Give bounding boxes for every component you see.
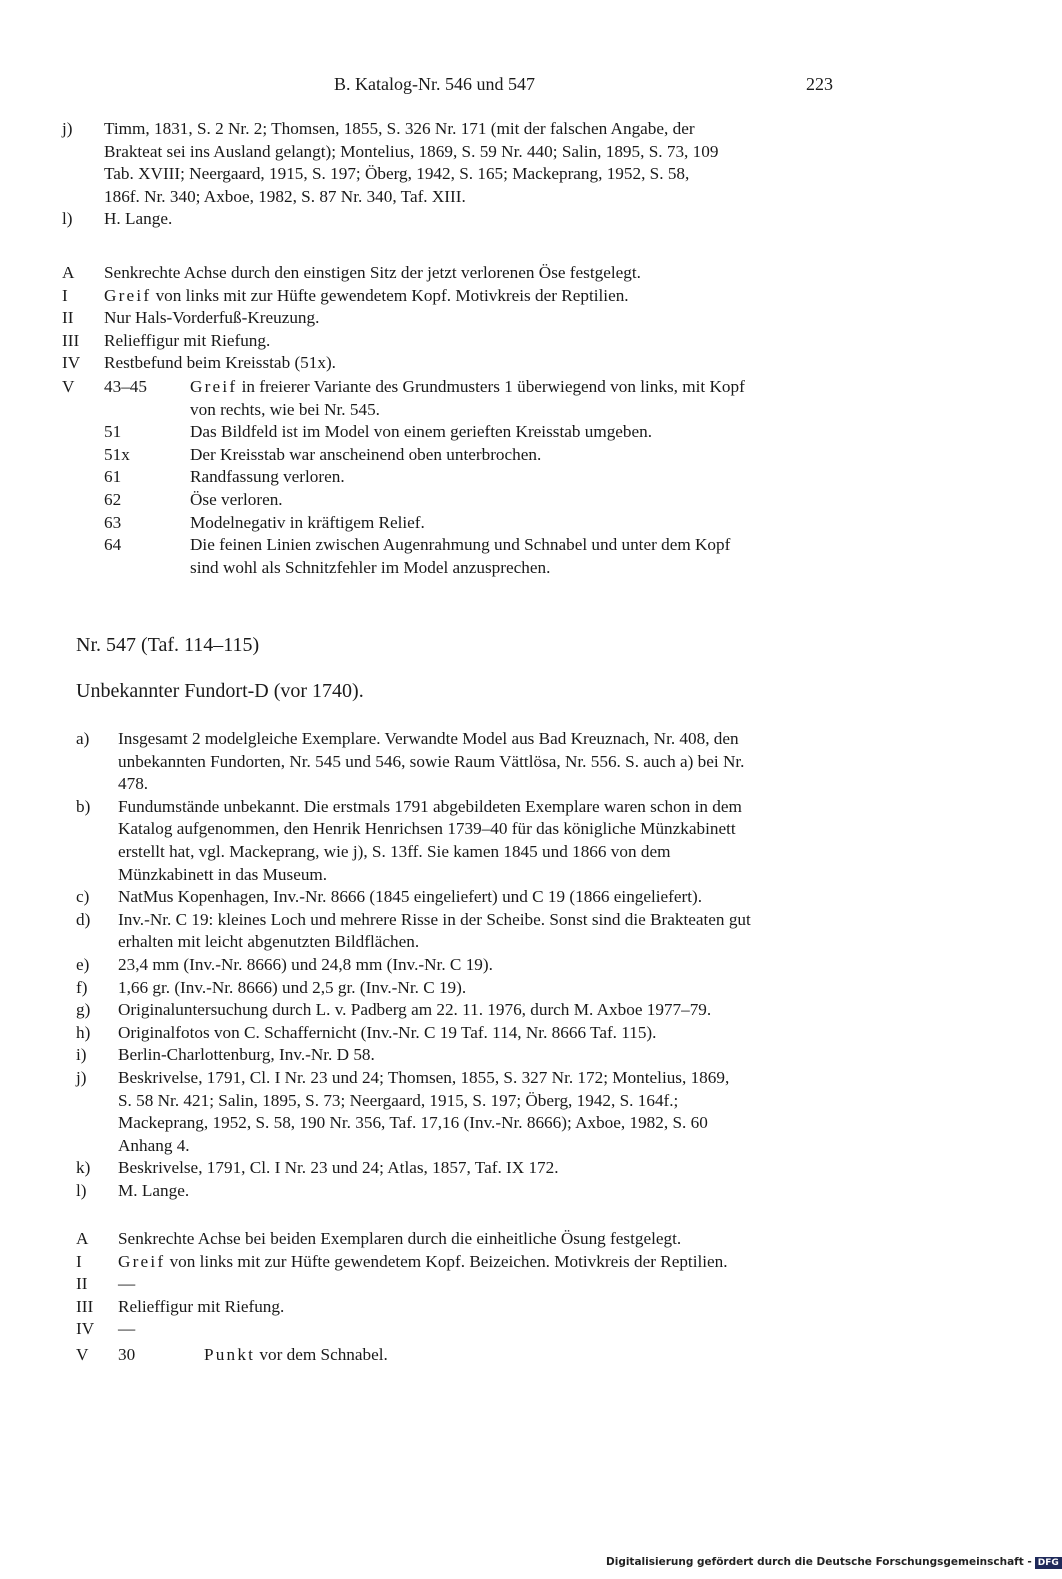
variant-line [62,489,842,512]
field-label [76,1112,118,1135]
variant-text: von rechts, wie bei Nr. 545. [190,399,380,419]
reference-line [76,1090,836,1113]
field-label [76,931,118,954]
variant-text: Randfassung verloren. [190,467,345,487]
variant-line [62,466,842,489]
variant-text: sind wohl als Schnitzfehler im Model anzusprechen. [190,557,551,577]
field-text: Timm, 1831, S. 2 Nr. 2; Thomsen, 1855, S. 326 Nr. 171 (mit der falschen Angabe, der [104,119,695,138]
reference-line [76,841,836,864]
description-label: III [76,1296,94,1316]
field-text: Fundumstände unbekannt. Die erstmals 1791 abgebildeten Exemplare waren schon in dem [118,796,742,816]
field-label: a) [76,729,90,748]
field-text: NatMus Kopenhagen, Inv.-Nr. 8666 (1845 eingeliefert) und C 19 (1866 eingeliefert). [118,887,703,907]
description-text: Greif von links mit zur Hüfte gewendetem Kopf. Beizeichen. Motivkreis der Reptilien. [118,1251,728,1271]
variant-code [104,399,190,422]
field-label [76,751,118,774]
variant-text: Die feinen Linien zwischen Augenrahmung und Schnabel und unter dem Kopf [190,535,731,555]
variant-line [62,399,842,422]
field-text: erhalten mit leicht abgenutzten Bildflächen. [118,932,420,952]
reference-line [76,818,836,841]
reference-line [76,886,836,909]
description-line [62,307,842,330]
variant-label [62,534,104,557]
field-text: unbekannten Fundorten, Nr. 545 und 546, sowie Raum Vättlösa, Nr. 556. S. auch a) bei Nr. [118,751,745,771]
variant-label: V [76,1345,89,1364]
variant-label [62,399,104,422]
spaced-term: Greif [190,377,238,396]
variant-line [62,444,842,467]
field-label: l) [62,209,73,229]
description-label: III [62,330,80,350]
reference-line [62,186,842,209]
reference-line [76,1157,836,1180]
reference-line [76,1022,836,1045]
variant-block-547 [76,1344,836,1367]
description-line [76,1273,836,1296]
description-line [76,1251,836,1274]
description-label: A [76,1229,89,1248]
entry-number-heading: Nr. 547 (Taf. 114–115) [76,634,260,656]
field-text: Mackeprang, 1952, S. 58, 190 Nr. 356, Taf. 17,16 (Inv.-Nr. 8666); Axboe, 1982, S. 60 [118,1113,708,1133]
field-label [62,141,104,164]
variant-text: Öse verloren. [190,489,283,509]
variant-text: Greif in freierer Variante des Grundmusters 1 überwiegend von links, mit Kopf [190,377,745,396]
reference-line [76,1135,836,1158]
reference-line [62,208,842,231]
field-text: Anhang 4. [118,1135,190,1155]
field-label: d) [76,909,91,929]
catalog-fields-547 [76,728,836,1202]
variant-line [62,421,842,444]
field-label: b) [76,796,91,816]
reference-line [76,977,836,1000]
field-text: Katalog aufgenommen, den Henrik Henrichsen 1739–40 für das königliche Münzkabinett [118,819,736,839]
running-header [0,74,1000,100]
variant-label [62,557,104,580]
field-text: 478. [118,774,149,794]
description-label: IV [62,353,81,373]
spaced-term: Greif [118,1251,166,1271]
description-block-546 [62,262,842,375]
field-text: Beskrivelse, 1791, Cl. I Nr. 23 und 24; Atlas, 1857, Taf. IX 172. [118,1158,559,1178]
field-text: Brakteat sei ins Ausland gelangt); Montelius, 1869, S. 59 Nr. 440; Salin, 1895, S. 73, 109 [104,141,719,161]
reference-line [76,1180,836,1203]
spaced-term: Greif [104,285,152,305]
dfg-logo: DFG [1035,1557,1062,1569]
reference-line [76,864,836,887]
field-text: Inv.-Nr. C 19: kleines Loch und mehrere Risse in der Scheibe. Sonst sind die Brakteaten gut [118,909,751,929]
description-line [76,1318,836,1341]
field-text: 186f. Nr. 340; Axboe, 1982, S. 87 Nr. 340, Taf. XIII. [104,186,466,206]
variant-line [62,534,842,557]
variant-code: 30 [118,1345,136,1364]
field-text: Tab. XVIII; Neergaard, 1915, S. 197; Öberg, 1942, S. 165; Mackeprang, 1952, S. 58, [104,164,690,184]
reference-line [76,773,836,796]
variant-line [76,1344,836,1367]
description-label: IV [76,1319,95,1339]
description-line [62,330,842,353]
field-label: k) [76,1158,91,1178]
variant-line [62,512,842,535]
description-line [62,352,842,375]
description-label: II [76,1274,88,1294]
variant-label: V [62,377,75,396]
reference-line [62,141,842,164]
field-label [62,163,104,186]
description-text: Senkrechte Achse bei beiden Exemplaren durch die einheitliche Ösung festgelegt. [118,1229,682,1248]
field-label: f) [76,977,88,997]
description-label: II [62,308,74,328]
field-label [76,1135,118,1158]
description-block-547 [76,1228,836,1341]
variant-text: Punkt vor dem Schnabel. [204,1345,388,1364]
reference-line [76,728,836,751]
reference-line [76,1112,836,1135]
description-line [76,1296,836,1319]
page-number: 223 [806,74,833,94]
field-text: M. Lange. [118,1180,190,1200]
field-label: e) [76,954,90,974]
reference-line [76,1067,836,1090]
field-label [76,1090,118,1113]
reference-line [62,118,842,141]
field-text: Münzkabinett in das Museum. [118,864,328,884]
field-label [76,773,118,796]
variant-line [62,376,842,399]
field-text: 23,4 mm (Inv.-Nr. 8666) und 24,8 mm (Inv.-Nr. C 19). [118,954,493,974]
description-label: I [76,1251,82,1271]
description-text: Greif von links mit zur Hüfte gewendetem Kopf. Motivkreis der Reptilien. [104,285,629,305]
field-label [76,864,118,887]
variant-code: 62 [104,489,122,509]
bibliography-block-546 [62,118,842,231]
entry-findspot-heading: Unbekannter Fundort-D (vor 1740). [76,680,364,702]
description-text: — [118,1319,136,1339]
field-text: Originalfotos von C. Schaffernicht (Inv.-Nr. C 19 Taf. 114, Nr. 8666 Taf. 115). [118,1022,657,1042]
variant-text: Das Bildfeld ist im Model von einem gerieften Kreisstab umgeben. [190,422,653,442]
field-text: 1,66 gr. (Inv.-Nr. 8666) und 2,5 gr. (Inv.-Nr. C 19). [118,977,467,997]
variant-code: 63 [104,512,122,532]
field-text: Berlin-Charlottenburg, Inv.-Nr. D 58. [118,1045,375,1065]
variant-code: 51x [104,444,130,464]
field-label: c) [76,887,90,907]
field-label: h) [76,1022,91,1042]
field-label [62,186,104,209]
field-text: Beskrivelse, 1791, Cl. I Nr. 23 und 24; Thomsen, 1855, S. 327 Nr. 172; Montelius, 1869, [118,1067,730,1087]
reference-line [76,796,836,819]
field-text: Insgesamt 2 modelgleiche Exemplare. Verwandte Model aus Bad Kreuznach, Nr. 408, den [118,729,739,748]
footer-text: Digitalisierung gefördert durch die Deutsche Forschungsgemeinschaft - [606,1556,1032,1568]
variant-text: Modelnegativ in kräftigem Relief. [190,512,425,532]
description-text: Relieffigur mit Riefung. [104,330,271,350]
field-label [76,818,118,841]
reference-line [76,931,836,954]
field-label: j) [76,1067,87,1087]
dfg-footer [606,1556,1059,1574]
variant-code: 64 [104,535,122,555]
description-text: Senkrechte Achse durch den einstigen Sitz der jetzt verlorenen Öse festgelegt. [104,263,641,282]
running-title: B. Katalog-Nr. 546 und 547 [334,74,535,94]
reference-line [62,163,842,186]
description-label: I [62,285,68,305]
description-text: Relieffigur mit Riefung. [118,1296,285,1316]
description-line [62,262,842,285]
field-label [76,841,118,864]
variant-code [104,557,190,580]
variant-code: 43–45 [104,377,147,396]
reference-line [76,1044,836,1067]
variant-code: 51 [104,422,122,442]
variant-text: Der Kreisstab war anscheinend oben unterbrochen. [190,444,542,464]
field-label: i) [76,1045,87,1065]
variant-label [62,466,104,489]
variant-line [62,557,842,580]
field-text: S. 58 Nr. 421; Salin, 1895, S. 73; Neergaard, 1915, S. 197; Öberg, 1942, S. 164f.; [118,1090,679,1110]
field-label: g) [76,1000,91,1020]
spaced-term: Punkt [204,1345,256,1364]
field-text: H. Lange. [104,209,173,229]
variant-label [62,421,104,444]
field-label: j) [62,119,73,138]
description-label: A [62,263,75,282]
field-label: l) [76,1180,87,1200]
variant-label [62,444,104,467]
variant-block-546 [62,376,842,579]
description-line [62,285,842,308]
description-text: — [118,1274,136,1294]
field-text: erstellt hat, vgl. Mackeprang, wie j), S. 13ff. Sie kamen 1845 und 1866 von dem [118,841,671,861]
variant-code: 61 [104,467,122,487]
reference-line [76,909,836,932]
description-line [76,1228,836,1251]
description-text: Nur Hals-Vorderfuß-Kreuzung. [104,308,320,328]
field-text: Originaluntersuchung durch L. v. Padberg am 22. 11. 1976, durch M. Axboe 1977–79. [118,1000,712,1020]
reference-line [76,751,836,774]
variant-label [62,512,104,535]
reference-line [76,999,836,1022]
reference-line [76,954,836,977]
variant-label [62,489,104,512]
description-text: Restbefund beim Kreisstab (51x). [104,353,336,373]
